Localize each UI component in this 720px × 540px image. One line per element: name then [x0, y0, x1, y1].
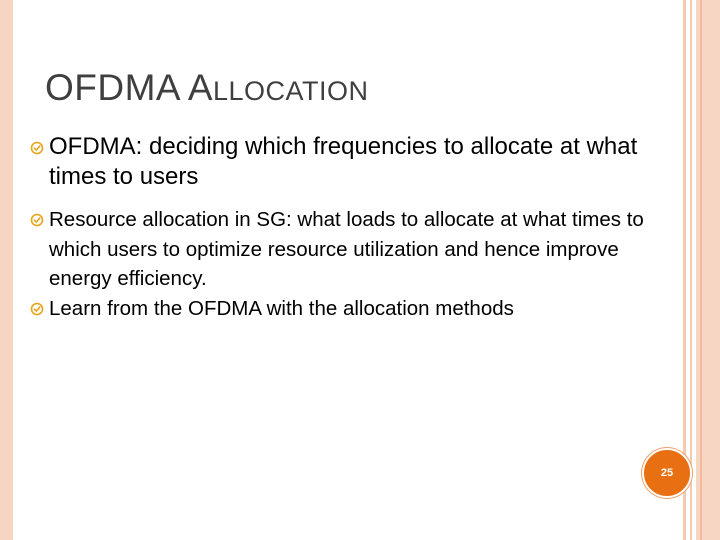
bullet-text: Learn from the OFDMA with the allocation methods [49, 296, 514, 320]
bullet-text: Resource allocation in SG: what loads to allocate at what times to which users to optimize resource utilization and hence improve energy efficiency. [49, 208, 644, 290]
circle-check-icon [30, 141, 44, 155]
bullet-list [30, 132, 670, 323]
bullet-item [30, 132, 670, 192]
circle-check-icon [30, 302, 44, 316]
page-number-badge: 25 [642, 448, 692, 498]
bullet-text: OFDMA: deciding which frequencies to allocate at what times to users [49, 133, 638, 190]
circle-check-icon [30, 213, 44, 227]
slide-title-first-word: OFDMA [45, 67, 188, 108]
slide-title [45, 64, 369, 115]
left-border-decoration [0, 0, 13, 540]
bullet-item [30, 205, 670, 294]
bullet-item [30, 294, 670, 324]
right-border-line [690, 0, 692, 540]
slide-title-smallcaps: LLOCATION [213, 76, 369, 106]
right-border-line [700, 0, 702, 540]
slide-title-initial: A [187, 67, 213, 108]
